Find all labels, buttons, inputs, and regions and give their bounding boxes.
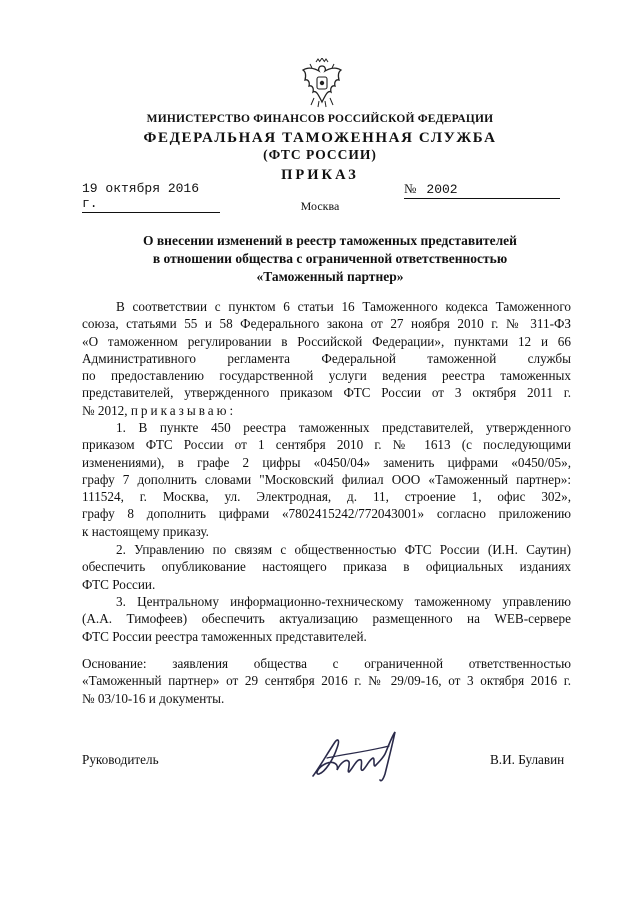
item-3-paragraph xyxy=(82,593,571,645)
preamble-line: союза, статьями 55 и 58 Федерального закона от 27 ноября 2010 г. № 311-ФЗ xyxy=(82,316,571,332)
item-1-line: изменениями), в графе 2 цифры «0450/04» заменить цифрами «0450/05», xyxy=(82,454,571,470)
basis-paragraph xyxy=(82,655,571,707)
item-1-line: 111524, г. Москва, ул. Электродная, д. 11, строение 1, офис 302», xyxy=(82,489,571,505)
item-1-paragraph xyxy=(82,419,571,540)
item-1-line: графу 7 дополнить словами "Московский филиал ООО «Таможенный партнер»: xyxy=(82,471,571,487)
preamble-line: по предоставлению государственной услуги ведения реестра таможенных xyxy=(82,368,571,384)
order-number-field xyxy=(404,181,560,199)
basis-line: Основание: заявления общества с ограниченной ответственностью xyxy=(82,656,571,671)
double-headed-eagle-emblem-icon xyxy=(300,58,344,108)
item-2-line: ФТС России. xyxy=(82,576,156,592)
preamble-line: «О таможенном регулировании в Российской Федерации», пунктами 12 и 66 xyxy=(82,333,571,349)
order-number: 2002 xyxy=(426,182,458,197)
item-3-line: ФТС России реестра таможенных представителей. xyxy=(82,628,367,644)
order-date: 19 октября 2016 г. xyxy=(82,181,220,213)
signatory-position: Руководитель xyxy=(82,752,159,767)
service-short-name: (ФТС РОССИИ) xyxy=(263,147,377,162)
item-2-line: 2. Управлению по связям с общественностью ФТС России (И.Н. Саутин) xyxy=(116,542,571,557)
item-3-line: (А.А. Тимофеев) обеспечить актуализацию размещенного на WEB-сервере xyxy=(82,611,571,627)
item-1-line: к настоящему приказу. xyxy=(82,523,209,539)
handwritten-signature-icon xyxy=(305,728,415,783)
ministry-name: МИНИСТЕРСТВО ФИНАНСОВ РОССИЙСКОЙ ФЕДЕРАЦИИ xyxy=(146,113,494,125)
order-subject xyxy=(90,232,570,286)
preamble-end: № 2012, xyxy=(82,402,128,418)
item-3-line: 3. Центральному информационно-техническому таможенному управлению xyxy=(116,594,571,609)
item-1-line: 1. В пункте 450 реестра таможенных представителей, утвержденного xyxy=(116,420,571,435)
item-1-line: приказом ФТС России от 1 сентября 2010 г. № 1613 (с последующими xyxy=(82,437,571,453)
preamble-line: В соответствии с пунктом 6 статьи 16 Таможенного кодекса Таможенного xyxy=(116,299,571,314)
basis-line: «Таможенный партнер» от 29 сентября 2016 г. № 29/09-16, от 3 октября 2016 г. xyxy=(82,673,571,689)
document-type-title: ПРИКАЗ xyxy=(281,167,359,183)
item-1-line: графу 8 дополнить цифрами «7802415242/772043001» согласно приложению xyxy=(82,506,571,522)
preamble-line: Административного регламента Федеральной таможенной службы xyxy=(82,350,571,366)
signatory-name: В.И. Булавин xyxy=(490,752,565,767)
preamble-line: представителей, утвержденного приказом ФТС России от 3 октября 2011 г. xyxy=(82,385,571,401)
number-sign: № xyxy=(404,181,417,196)
subject-line: в отношении общества с ограниченной ответственностью xyxy=(152,251,508,266)
subject-line: «Таможенный партнер» xyxy=(256,269,404,284)
subject-line: О внесении изменений в реестр таможенных представителей xyxy=(143,233,517,248)
preamble-paragraph xyxy=(82,298,571,419)
item-2-paragraph xyxy=(82,541,571,593)
service-name: ФЕДЕРАЛЬНАЯ ТАМОЖЕННАЯ СЛУЖБА xyxy=(143,130,497,146)
issue-city: Москва xyxy=(300,199,340,213)
item-2-line: обеспечить опубликование настоящего приказа в официальных изданиях xyxy=(82,559,571,575)
basis-line: № 03/10-16 и документы. xyxy=(82,690,225,706)
order-word: приказываю: xyxy=(130,402,237,418)
preamble-final-line xyxy=(82,402,571,419)
